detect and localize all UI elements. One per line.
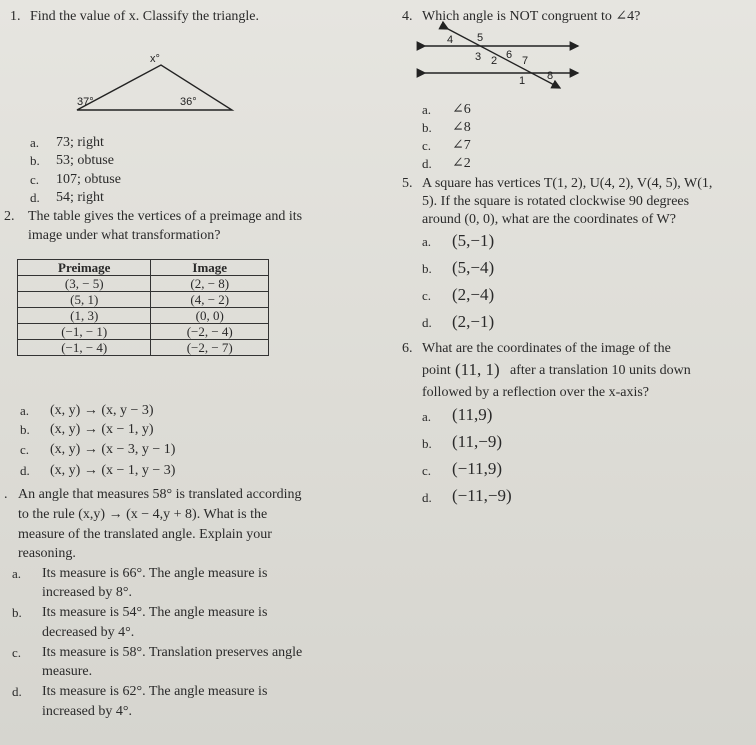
- q4-number: 4.: [402, 9, 413, 24]
- q3-option-d-line2: increased by 4°.: [42, 704, 132, 719]
- q3-option-d-line1: Its measure is 62°. The angle measure is: [42, 684, 268, 699]
- q2-option-d: (x, y) → (x − 1, y − 3): [50, 463, 176, 478]
- q1-number: 1.: [10, 9, 21, 24]
- q5-option-d-letter: d.: [422, 315, 432, 330]
- table-header-image: Image: [151, 260, 269, 276]
- table-cell: (4, − 2): [151, 292, 269, 308]
- q3-prompt-line2: to the rule (x,y) → (x − 4,y + 8). What is the: [18, 507, 268, 522]
- q4-option-a: ∠6: [452, 102, 471, 117]
- q2-prompt-line1: The table gives the vertices of a preimage and its: [28, 209, 303, 224]
- q1-option-c: 107; obtuse: [56, 172, 121, 187]
- q5-option-b-letter: b.: [422, 261, 432, 276]
- q3-prompt-line1: An angle that measures 58° is translated according: [18, 487, 302, 502]
- angle-label-1: 1: [519, 75, 526, 87]
- q4-parallel-lines-figure: [420, 26, 590, 96]
- q3-prompt-line4: reasoning.: [18, 546, 76, 561]
- q4-prompt: Which angle is NOT congruent to ∠4?: [422, 9, 641, 24]
- q6-prompt-line1: What are the coordinates of the image of the: [422, 341, 671, 356]
- table-header-preimage: Preimage: [18, 260, 151, 276]
- q3-option-d-letter: d.: [12, 684, 22, 699]
- q5-prompt-line2: 5). If the square is rotated clockwise 90 degrees: [422, 194, 690, 209]
- angle-label-5: 5: [477, 32, 484, 44]
- q4-option-a-letter: a.: [422, 102, 432, 117]
- q1-option-a: 73; right: [56, 135, 104, 150]
- q6-option-c: (−11,9): [452, 459, 503, 478]
- q3-option-a-line1: Its measure is 66°. The angle measure is: [42, 566, 268, 581]
- q4-option-d-letter: d.: [422, 156, 432, 171]
- table-cell: (1, 3): [18, 308, 151, 324]
- q6-option-c-letter: c.: [422, 463, 432, 478]
- angle-label-7: 7: [522, 55, 529, 67]
- q1-option-c-letter: c.: [30, 172, 40, 187]
- q1-option-b-letter: b.: [30, 153, 40, 168]
- q3-option-c-line2: measure.: [42, 664, 93, 679]
- q6-prompt-line2-prefix: point: [422, 363, 451, 378]
- table-row: [18, 292, 269, 308]
- q3-option-b-line1: Its measure is 54°. The angle measure is: [42, 605, 268, 620]
- q2-option-c: (x, y) → (x − 3, y − 1): [50, 442, 176, 457]
- q5-option-a-letter: a.: [422, 234, 432, 249]
- q2-option-b-letter: b.: [20, 422, 30, 437]
- q1-option-d: 54; right: [56, 190, 104, 205]
- angle-label-6: 6: [506, 49, 513, 61]
- q1-option-d-letter: d.: [30, 190, 40, 205]
- q2-vertex-table: [17, 259, 269, 356]
- q6-point: (11, 1): [455, 360, 500, 379]
- table-cell: (5, 1): [18, 292, 151, 308]
- q4-option-c-letter: c.: [422, 138, 432, 153]
- q1-triangle-figure: [60, 50, 240, 120]
- q6-option-a: (11,9): [452, 405, 493, 424]
- q6-number: 6.: [402, 341, 413, 356]
- q1-label-left: 37°: [77, 96, 94, 108]
- q3-prompt-line3: measure of the translated angle. Explain your: [18, 527, 272, 542]
- q3-option-b-line2: decreased by 4°.: [42, 625, 135, 640]
- angle-label-4: 4: [447, 34, 454, 46]
- q3-number: .: [4, 487, 8, 502]
- q5-option-c-letter: c.: [422, 288, 432, 303]
- triangle-shape: [77, 65, 232, 110]
- q6-option-a-letter: a.: [422, 409, 432, 424]
- q3-option-a-line2: increased by 8°.: [42, 585, 132, 600]
- q1-option-a-letter: a.: [30, 135, 40, 150]
- table-cell: (0, 0): [151, 308, 269, 324]
- table-cell: (3, − 5): [18, 276, 151, 292]
- table-row: [18, 324, 269, 340]
- table-cell: (2, − 8): [151, 276, 269, 292]
- angle-label-2: 2: [491, 55, 498, 67]
- angle-label-8: 8: [547, 70, 554, 82]
- q5-option-a: (5,−1): [452, 231, 495, 250]
- q1-prompt: Find the value of x. Classify the triangle.: [30, 9, 260, 24]
- table-row: [18, 276, 269, 292]
- q3-option-a-letter: a.: [12, 566, 22, 581]
- q2-number: 2.: [4, 209, 15, 224]
- q1-label-right: 36°: [180, 96, 197, 108]
- q6-option-d-letter: d.: [422, 490, 432, 505]
- q5-option-d: (2,−1): [452, 312, 495, 331]
- table-cell: (−1, − 1): [18, 324, 151, 340]
- q5-option-b: (5,−4): [452, 258, 495, 277]
- q6-option-b: (11,−9): [452, 432, 503, 451]
- table-cell: (−2, − 7): [151, 340, 269, 356]
- table-row: [18, 340, 269, 356]
- q5-option-c: (2,−4): [452, 285, 495, 304]
- q5-prompt-line3: around (0, 0), what are the coordinates of W?: [422, 212, 676, 227]
- q2-option-c-letter: c.: [20, 442, 30, 457]
- q4-option-b: ∠8: [452, 120, 471, 135]
- angle-label-3: 3: [475, 51, 482, 63]
- q4-option-d: ∠2: [452, 156, 471, 171]
- q2-prompt-line2: image under what transformation?: [28, 228, 221, 243]
- q1-label-top: x°: [150, 53, 160, 65]
- q6-option-d: (−11,−9): [452, 486, 512, 505]
- q2-option-b: (x, y) → (x − 1, y): [50, 422, 154, 437]
- transversal-line: [448, 29, 560, 88]
- q5-number: 5.: [402, 176, 413, 191]
- q2-option-a: (x, y) → (x, y − 3): [50, 403, 154, 418]
- q6-prompt-line3: followed by a reflection over the x-axis?: [422, 385, 650, 400]
- q1-option-b: 53; obtuse: [56, 153, 114, 168]
- q2-option-a-letter: a.: [20, 403, 30, 418]
- q4-option-c: ∠7: [452, 138, 471, 153]
- q2-option-d-letter: d.: [20, 463, 30, 478]
- q3-option-b-letter: b.: [12, 605, 22, 620]
- table-row: [18, 308, 269, 324]
- q5-prompt-line1: A square has vertices T(1, 2), U(4, 2), V(4, 5), W(1,: [422, 176, 713, 191]
- q6-option-b-letter: b.: [422, 436, 432, 451]
- q6-prompt-line2-suffix: after a translation 10 units down: [510, 363, 691, 378]
- table-cell: (−1, − 4): [18, 340, 151, 356]
- table-cell: (−2, − 4): [151, 324, 269, 340]
- q3-option-c-line1: Its measure is 58°. Translation preserves angle: [42, 645, 303, 660]
- table-header-row: [18, 260, 269, 276]
- q4-option-b-letter: b.: [422, 120, 432, 135]
- q3-option-c-letter: c.: [12, 645, 22, 660]
